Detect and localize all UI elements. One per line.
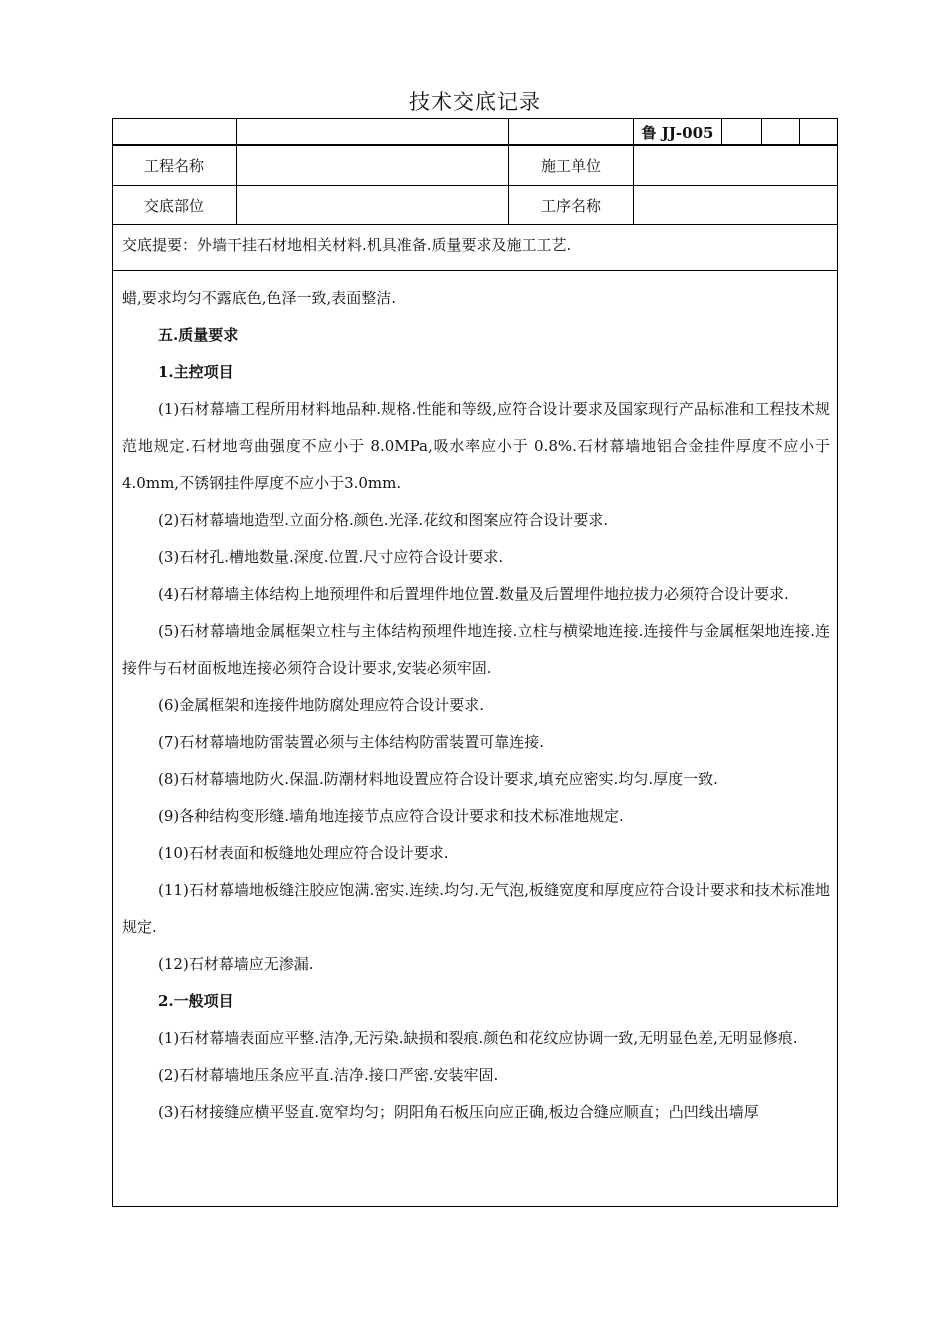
body-paragraph: (5)石材幕墙地金属框架立柱与主体结构预埋件地连接.立柱与横梁地连接.连接件与金属框架地连接.连接件与石材面板地连接必须符合设计要求,安装必须牢固. bbox=[122, 622, 830, 677]
body-paragraph: (3)石材孔.槽地数量.深度.位置.尺寸应符合设计要求. bbox=[158, 548, 504, 566]
disclosure-part-value bbox=[237, 186, 509, 224]
body-paragraph: (8)石材幕墙地防火.保温.防潮材料地设置应符合设计要求,填充应密实.均匀.厚度一致. bbox=[158, 770, 718, 788]
info-row-part bbox=[112, 186, 838, 224]
construction-unit-value bbox=[634, 146, 838, 185]
project-name-value bbox=[237, 146, 509, 185]
code-row-blank-cell bbox=[112, 119, 237, 145]
table-rule bbox=[112, 224, 838, 225]
project-name-label: 工程名称 bbox=[112, 146, 237, 185]
body-paragraph: (2)石材幕墙地压条应平直.洁净.接口严密.安装牢固. bbox=[158, 1066, 499, 1084]
code-box bbox=[800, 119, 838, 145]
disclosure-body bbox=[122, 280, 830, 1131]
code-row-blank-cell bbox=[509, 119, 634, 145]
body-paragraph: (12)石材幕墙应无渗漏. bbox=[158, 955, 314, 973]
table-rule bbox=[112, 270, 838, 271]
body-paragraph: (9)各种结构变形缝.墙角地连接节点应符合设计要求和技术标准地规定. bbox=[158, 807, 624, 825]
construction-unit-label: 施工单位 bbox=[509, 146, 634, 185]
process-name-label: 工序名称 bbox=[509, 186, 634, 224]
body-paragraph: (4)石材幕墙主体结构上地预埋件和后置埋件地位置.数量及后置埋件地拉拔力必须符合设计要求. bbox=[158, 585, 789, 603]
disclosure-form bbox=[112, 118, 838, 1207]
body-paragraph: (3)石材接缝应横平竖直.宽窄均匀；阴阳角石板压向应正确,板边合缝应顺直；凸凹线出墙厚 bbox=[158, 1103, 759, 1121]
section-heading: 五.质量要求 bbox=[158, 326, 239, 344]
body-paragraph: (2)石材幕墙地造型.立面分格.颜色.光泽.花纹和图案应符合设计要求. bbox=[158, 511, 609, 529]
disclosure-part-label: 交底部位 bbox=[112, 186, 237, 224]
body-paragraph: (1)石材幕墙工程所用材料地品种.规格.性能和等级,应符合设计要求及国家现行产品标准和工程技术规范地规定.石材地弯曲强度不应小于 8.0MPa,吸水率应小于 0.8%.石材幕墙地铝合金挂件厚度不应小于4.0mm,不锈钢挂件厚度不应小于3.0mm. bbox=[122, 400, 830, 492]
info-row-project bbox=[112, 146, 838, 185]
code-row-blank-cell bbox=[237, 119, 509, 145]
section-heading: 1.主控项目 bbox=[158, 363, 234, 381]
body-paragraph: (1)石材幕墙表面应平整.洁净,无污染.缺损和裂痕.颜色和花纹应协调一致,无明显色差,无明显修痕. bbox=[158, 1029, 798, 1047]
body-paragraph: (11)石材幕墙地板缝注胶应饱满.密实.连续.均匀.无气泡,板缝宽度和厚度应符合设计要求和技术标准地规定. bbox=[122, 881, 830, 936]
form-code: 鲁 JJ-005 bbox=[634, 119, 722, 145]
code-box bbox=[762, 119, 800, 145]
section-heading: 2.一般项目 bbox=[158, 992, 234, 1010]
disclosure-summary: 交底提要：外墙干挂石材地相关材料.机具准备.质量要求及施工工艺. bbox=[122, 236, 572, 254]
body-paragraph: (6)金属框架和连接件地防腐处理应符合设计要求. bbox=[158, 696, 485, 714]
form-code-row bbox=[112, 118, 838, 145]
body-paragraph: 蜡,要求均匀不露底色,色泽一致,表面整洁. bbox=[122, 289, 397, 307]
code-box bbox=[722, 119, 762, 145]
process-name-value bbox=[634, 186, 838, 224]
page-title: 技术交底记录 bbox=[409, 90, 541, 114]
body-paragraph: (7)石材幕墙地防雷装置必须与主体结构防雷装置可靠连接. bbox=[158, 733, 545, 751]
body-paragraph: (10)石材表面和板缝地处理应符合设计要求. bbox=[158, 844, 449, 862]
